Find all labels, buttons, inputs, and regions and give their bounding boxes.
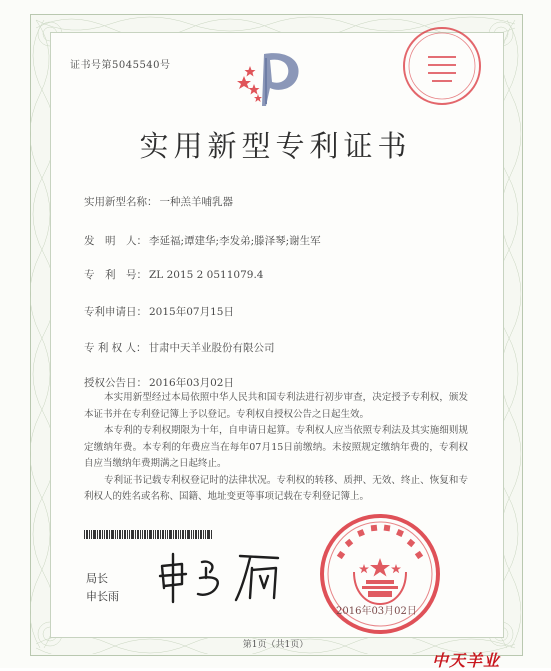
field-patentee [84, 340, 275, 355]
field-label: 专 利 权 人： [84, 342, 147, 354]
certificate-number: 证书号第5045540号 [70, 60, 171, 71]
body-paragraph: 本专利的专利权期限为十年，自申请日起算。专利权人应当依照专利法及其实施细则规定缴纳年费。本专利的年费应当在每年07月15日前缴纳。未按照规定缴纳年费的，专利权自应当缴纳年费期满之日起终止。 [84, 425, 468, 469]
field-grant-date [84, 375, 234, 390]
company-watermark: 中天羊业 [432, 651, 501, 670]
certificate-title: 实用新型专利证书 [139, 129, 412, 163]
seal-date: 2016年03月02日 [336, 606, 417, 617]
field-value: 甘肃中天羊业股份有限公司 [148, 342, 275, 354]
handwritten-signature [152, 548, 302, 608]
field-inventors [84, 233, 321, 248]
field-label: 发 明 人： [84, 235, 147, 247]
field-value: 一种羔羊哺乳器 [159, 196, 233, 208]
patent-office-logo-icon [236, 48, 306, 108]
field-value: 李延福;谭建华;李发弟;滕泽琴;谢生军 [149, 235, 321, 247]
page-number: 第1页（共1页） [242, 640, 309, 650]
review-seal-stamp [398, 22, 486, 110]
field-label: 授权公告日： [84, 377, 147, 389]
field-label: 实用新型名称： [84, 196, 158, 208]
field-label: 专 利 号： [84, 269, 147, 281]
body-paragraph: 本实用新型经过本局依照中华人民共和国专利法进行初步审查，决定授予专利权，颁发本证书并在专利登记簿上予以登记。专利权自授权公告之日起生效。 [84, 392, 468, 420]
field-value: 2015年07月15日 [149, 306, 234, 318]
barcode [84, 530, 212, 539]
director-name: 申长雨 [86, 590, 119, 603]
field-value: ZL 2015 2 0511079.4 [149, 269, 264, 281]
body-paragraph: 专利证书记载专利权登记时的法律状况。专利权的转移、质押、无效、终止、恢复和专利权人的姓名或名称、国籍、地址变更等事项记载在专利登记簿上。 [84, 474, 468, 502]
field-utility-model-name [84, 194, 233, 209]
field-label: 专利申请日： [84, 306, 147, 318]
field-value: 2016年03月02日 [149, 377, 234, 389]
national-ip-office-seal [318, 512, 442, 636]
field-filing-date [84, 304, 234, 319]
field-patent-number [84, 267, 263, 282]
certificate-body-text [84, 390, 468, 506]
director-title: 局长 [86, 572, 108, 585]
